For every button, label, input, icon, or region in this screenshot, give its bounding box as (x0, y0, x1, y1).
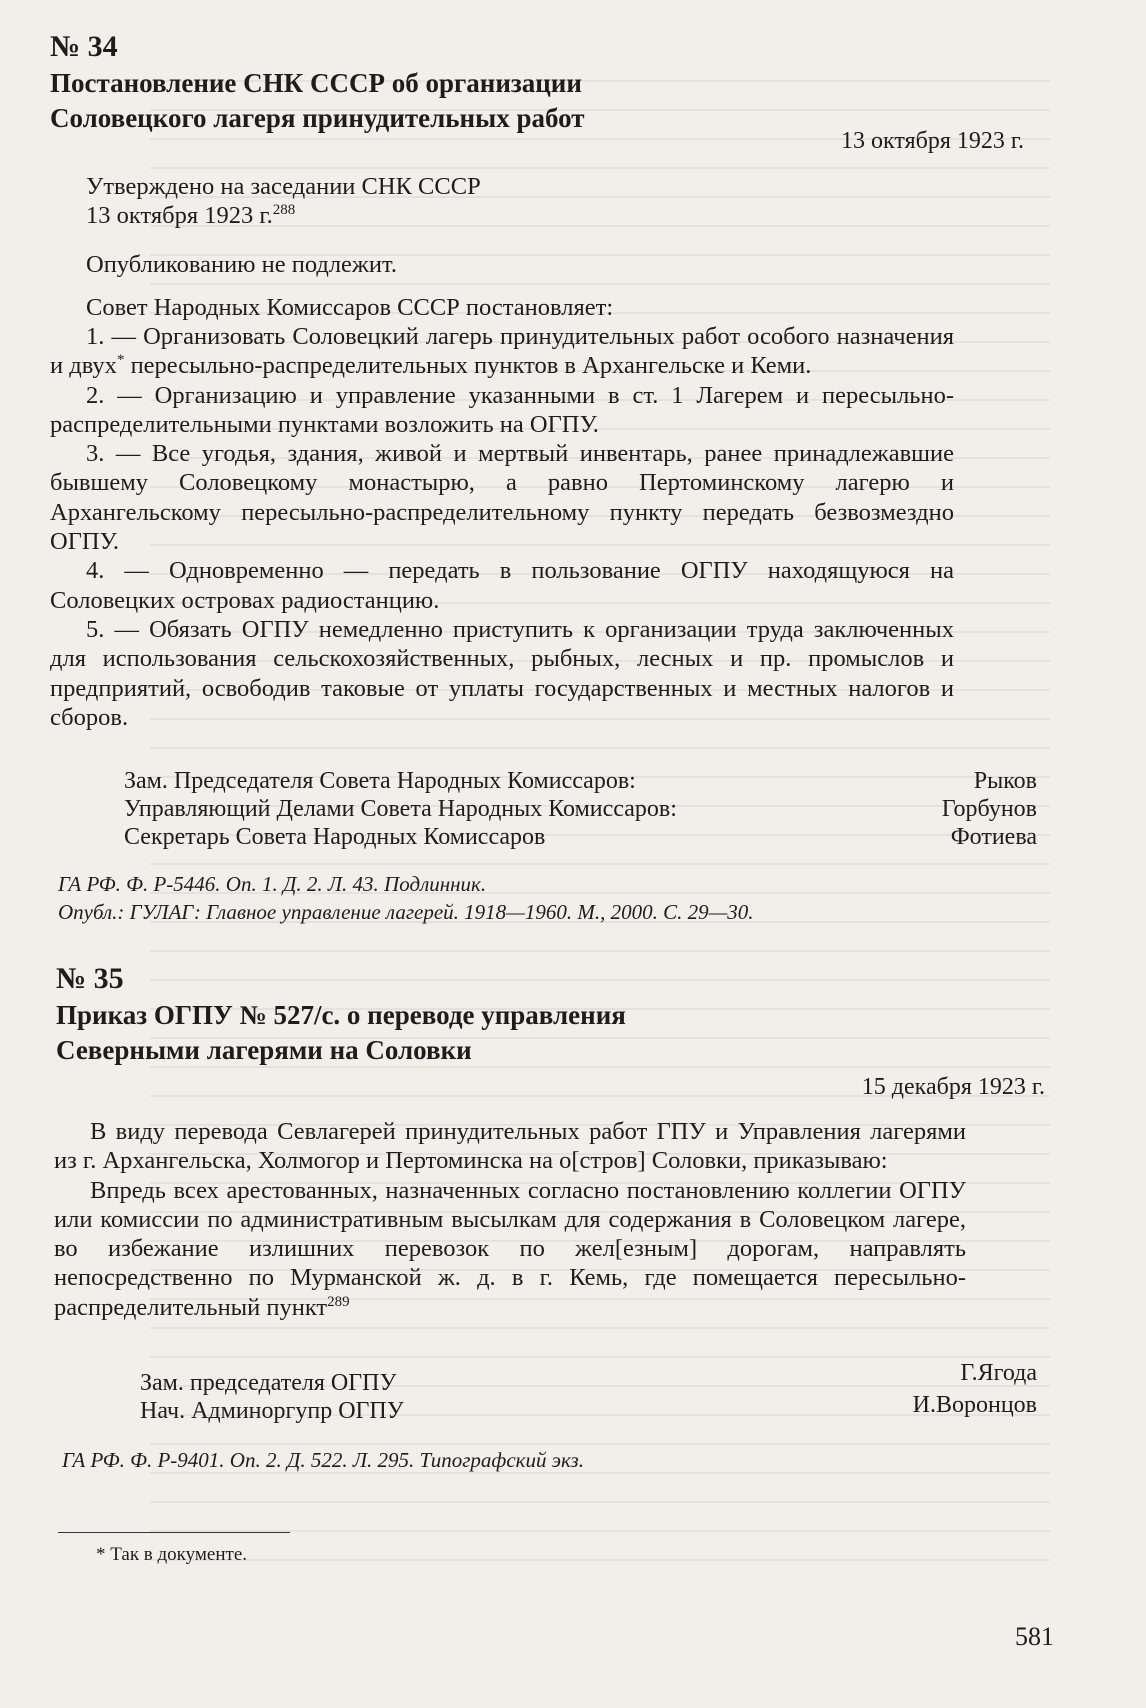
doc35-body (54, 1117, 966, 1322)
doc35-sig1-name: Г.Ягода (960, 1360, 1037, 1386)
footnote-ref-288: 288 (272, 202, 296, 219)
doc35-sig1-role: Зам. председателя ОГПУ (140, 1370, 397, 1396)
doc34-title-line2: Соловецкого лагеря принудительных работ (50, 103, 585, 133)
doc34-sig2-name: Горбунов (941, 796, 1037, 822)
doc34-source-published: Опубл.: ГУЛАГ: Главное управление лагерей. 1918—1960. М., 2000. С. 29—30. (58, 900, 754, 924)
doc35-sig2-role: Нач. Админоргупр ОГПУ (140, 1398, 404, 1424)
doc34-not-published: Опубликованию не подлежит. (86, 251, 397, 278)
doc34-item-1: 1. — Организовать Соловецкий лагерь принудительных работ особого назначения и двух* пересыльно-распределительных пунктов в Архангельске и Кеми. (50, 323, 954, 380)
doc34-approved-line2: 13 октября 1923 г.$^{288}$ (86, 202, 296, 230)
doc34-source-archive: ГА РФ. Ф. Р-5446. Оп. 1. Д. 2. Л. 43. Подлинник. (58, 872, 487, 896)
doc35-date: 15 декабря 1923 г. (861, 1074, 1045, 1100)
footnote-divider (58, 1532, 290, 1533)
doc35-title-line1: Приказ ОГПУ № 527/с. о переводе управления (56, 1000, 626, 1030)
doc35-para-1: В виду перевода Севлагерей принудительных работ ГПУ и Управления лагерями из г. Архангельска, Холмогор и Пертоминска на о[стров] Соловки, приказываю: (54, 1118, 966, 1175)
doc34-item-5: 5. — Обязать ОГПУ немедленно приступить к организации труда заключенных для использования сельскохозяйственных, рыбных, лесных и пр. промыслов и предприятий, освободив таковые от уплаты государственных и местных налогов и сборов. (50, 615, 954, 731)
doc35-sig2-name: И.Воронцов (912, 1392, 1037, 1418)
footnote-ref-289: 289 (327, 1293, 350, 1310)
doc34-item-2: 2. — Организацию и управление указанными в ст. 1 Лагерем и пересыльно-распределительными пунктами возложить на ОГПУ. (50, 381, 954, 438)
doc34-title-line1: Постановление СНК СССР об организации (50, 68, 582, 98)
footnote: * Так в документе. (96, 1544, 248, 1565)
doc35-title-line2: Северными лагерями на Соловки (56, 1035, 472, 1065)
doc34-sig2-role: Управляющий Делами Совета Народных Комиссаров: (124, 796, 677, 822)
doc34-item-3: 3. — Все угодья, здания, живой и мертвый инвентарь, ранее принадлежавшие бывшему Соловецкому монастырю, а равно Пертоминскому лагерю и Архангельскому пересыльно-распределительному пункту передать безвозмездно ОГПУ. (50, 440, 954, 556)
page-number: 581 (1015, 1622, 1054, 1651)
doc34-intro: Совет Народных Комиссаров СССР постановляет: (86, 294, 614, 321)
doc34-date: 13 октября 1923 г. (841, 128, 1024, 154)
doc34-title (50, 66, 810, 136)
doc35-source-archive: ГА РФ. Ф. Р-9401. Оп. 2. Д. 522. Л. 295. Типографский экз. (62, 1448, 584, 1472)
doc34-approved (86, 172, 686, 231)
doc34-sig1-role: Зам. Председателя Совета Народных Комиссаров: (124, 768, 636, 794)
doc34-sig3-role: Секретарь Совета Народных Комиссаров (124, 824, 546, 850)
doc35-title (56, 998, 816, 1068)
doc35-number: № 35 (56, 962, 124, 995)
doc34-sig1-name: Рыков (973, 768, 1037, 794)
doc34-number: № 34 (50, 30, 118, 63)
doc34-approved-line1: Утверждено на заседании СНК СССР (86, 173, 481, 200)
doc34-items (50, 322, 954, 732)
doc34-sig3-name: Фотиева (950, 824, 1037, 850)
doc35-para-2: Впредь всех арестованных, назначенных согласно постановлению коллегии ОГПУ или комиссии по административным высылкам для содержания в Соловецком лагере, во избежание излишних перевозок по жел[езным] дорогам, направлять непосредственно по Мурманской ж. д. в г. Кемь, где помещается пересыльно-распределительный пункт$^{289}$ (54, 1176, 966, 1321)
doc34-item-4: 4. — Одновременно — передать в пользование ОГПУ находящуюся на Соловецких островах радиостанцию. (50, 557, 954, 614)
